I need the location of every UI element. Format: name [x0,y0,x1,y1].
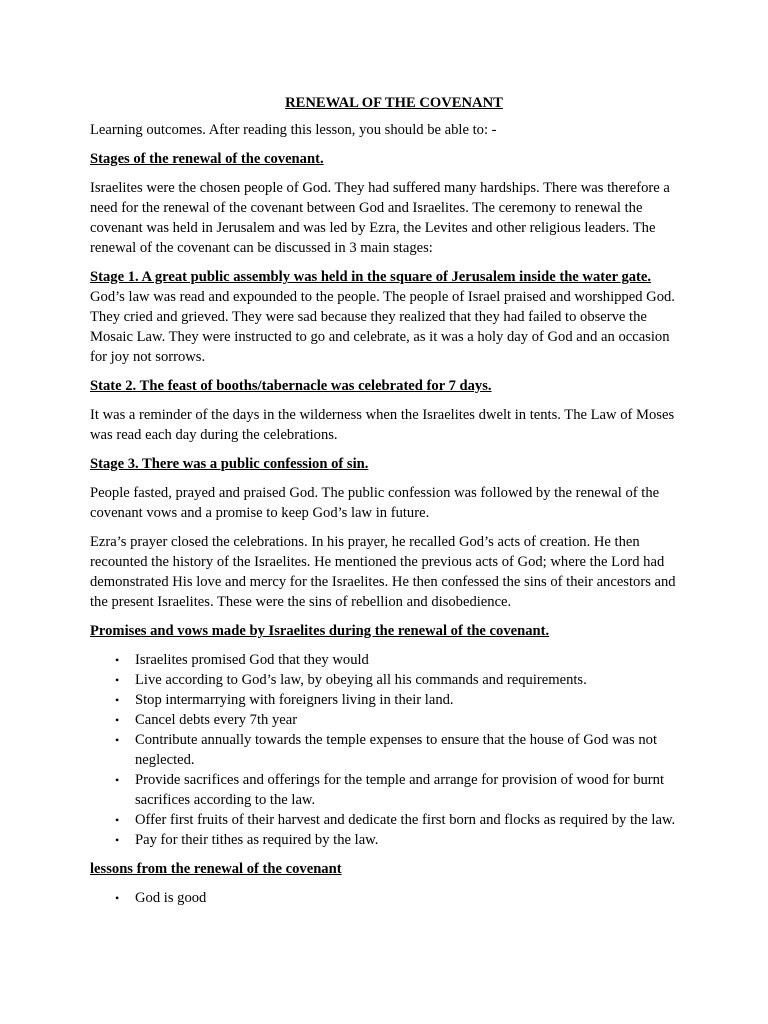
stages-heading: Stages of the renewal of the covenant. [90,151,324,167]
stage3-paragraph: People fasted, prayed and praised God. The public confession was followed by the renewal of the covenant vows and a promise to keep God’s law in future. [90,485,660,521]
bullet-icon: • [115,713,120,727]
stage1-paragraph: God’s law was read and expounded to the people. The people of Israel praised and worshipped God. They cried and grieved. They were sad because they realized that they had failed to observe the Mosaic Law. They were instructed to go and celebrate, as it was a holy day of God and an occasion for joy not sorrows. [90,289,675,365]
bullet-icon: • [115,733,120,747]
lessons-list [90,888,690,908]
intro-paragraph: Learning outcomes. After reading this lesson, you should be able to: - [90,122,497,138]
lessons-heading: lessons from the renewal of the covenant [90,861,342,877]
ezra-paragraph: Ezra’s prayer closed the celebrations. In his prayer, he recalled God’s acts of creation. He then recounted the history of the Israelites. He mentioned the previous acts of God; where the Lord had demonstrated His love and mercy for the Israelites. He then confessed the sins of their ancestors and the present Israelites. These were the sins of rebellion and disobedience. [90,534,676,610]
bullet-icon: • [115,653,120,667]
stage3-heading: Stage 3. There was a public confession of sin. [90,456,369,472]
bullet-icon: • [115,833,120,847]
list-item-text: Cancel debts every 7th year [135,712,298,728]
list-item-text: Provide sacrifices and offerings for the temple and arrange for provision of wood for burnt sacrifices according to the law. [135,772,664,808]
list-item-text: Israelites promised God that they would [135,652,369,668]
document-page [90,94,690,917]
list-item-text: Pay for their tithes as required by the law. [135,832,379,848]
list-item [90,730,690,770]
list-item-text: God is good [135,890,207,906]
list-item-text: Stop intermarrying with foreigners living in their land. [135,692,454,708]
list-item [90,710,690,730]
promises-heading: Promises and vows made by Israelites during the renewal of the covenant. [90,623,550,639]
stage2-paragraph: It was a reminder of the days in the wilderness when the Israelites dwelt in tents. The Law of Moses was read each day during the celebrations. [90,407,675,443]
document-title: RENEWAL OF THE COVENANT [285,95,503,111]
list-item-text: Offer first fruits of their harvest and dedicate the first born and flocks as required by the law. [135,812,676,828]
stages-paragraph: Israelites were the chosen people of God. They had suffered many hardships. There was therefore a need for the renewal of the covenant between God and Israelites. The ceremony to renewal the covenant was held in Jerusalem and was led by Ezra, the Levites and other religious leaders. The renewal of the covenant can be discussed in 3 main stages: [90,180,670,256]
list-item [90,670,690,690]
list-item [90,770,690,810]
bullet-icon: • [115,891,120,905]
list-item-text: Live according to God’s law, by obeying all his commands and requirements. [135,672,587,688]
list-item [90,650,690,670]
stage1-heading: Stage 1. A great public assembly was held in the square of Jerusalem inside the water gate. [90,269,652,285]
list-item [90,810,690,830]
stage2-heading: State 2. The feast of booths/tabernacle was celebrated for 7 days. [90,378,492,394]
list-item [90,830,690,850]
bullet-icon: • [115,693,120,707]
list-item-text: Contribute annually towards the temple expenses to ensure that the house of God was not neglected. [135,732,658,768]
bullet-icon: • [115,773,120,787]
list-item [90,888,690,908]
bullet-icon: • [115,673,120,687]
bullet-icon: • [115,813,120,827]
list-item [90,690,690,710]
promises-list [90,650,690,850]
